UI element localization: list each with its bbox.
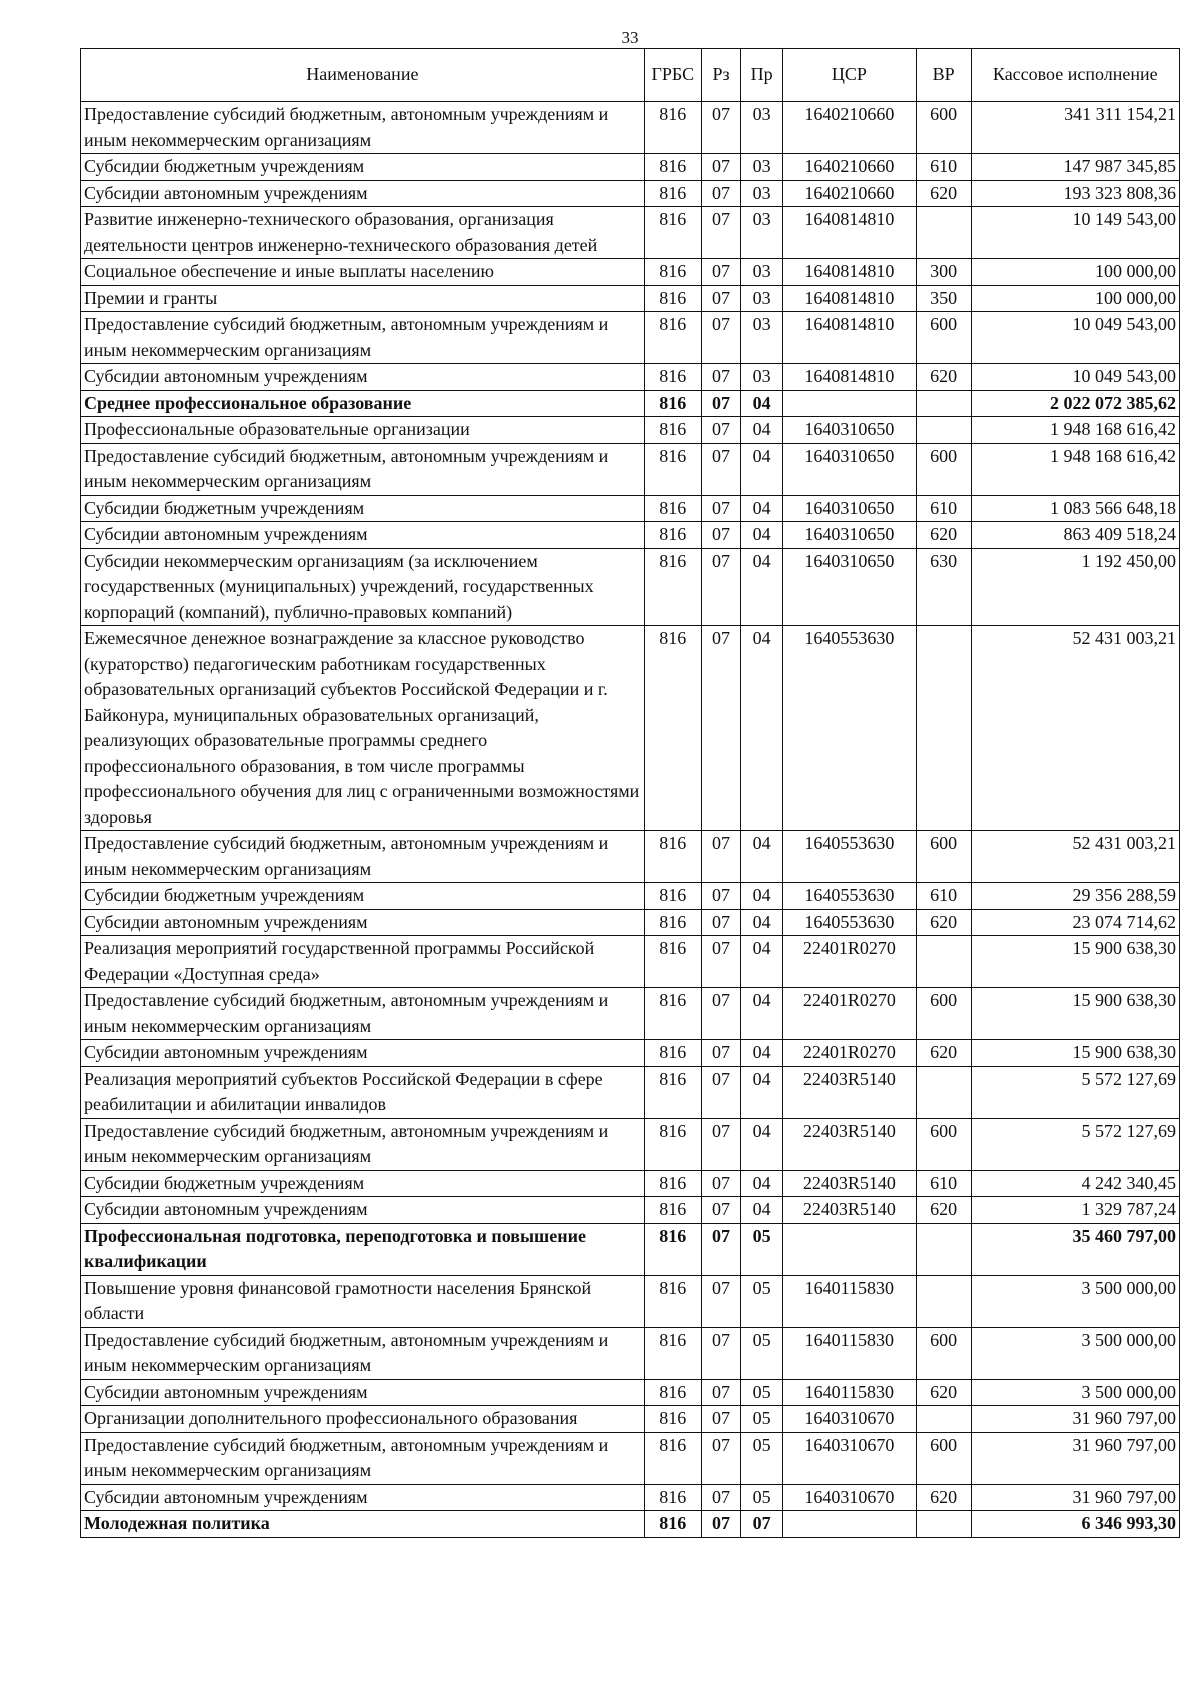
cell-name: Субсидии автономным учреждениям xyxy=(81,364,645,391)
cell-amount: 31 960 797,00 xyxy=(971,1484,1179,1511)
cell-csr: 1640814810 xyxy=(782,285,916,312)
cell-name: Предоставление субсидий бюджетным, автономным учреждениям и иным некоммерческим организациям xyxy=(81,443,645,495)
cell-name: Профессиональная подготовка, переподготовка и повышение квалификации xyxy=(81,1223,645,1275)
cell-pr: 03 xyxy=(741,259,783,286)
cell-grbs: 816 xyxy=(644,1197,701,1224)
cell-pr: 03 xyxy=(741,154,783,181)
cell-pr: 05 xyxy=(741,1406,783,1433)
cell-amount: 15 900 638,30 xyxy=(971,936,1179,988)
cell-pr: 04 xyxy=(741,522,783,549)
page-number: 33 xyxy=(621,28,639,47)
cell-name: Субсидии бюджетным учреждениям xyxy=(81,495,645,522)
cell-grbs: 816 xyxy=(644,259,701,286)
cell-rz: 07 xyxy=(701,364,740,391)
cell-amount: 6 346 993,30 xyxy=(971,1511,1179,1538)
cell-vr: 620 xyxy=(916,1379,971,1406)
cell-name: Предоставление субсидий бюджетным, автономным учреждениям и иным некоммерческим организациям xyxy=(81,1118,645,1170)
cell-grbs: 816 xyxy=(644,1275,701,1327)
cell-pr: 05 xyxy=(741,1379,783,1406)
budget-execution-table xyxy=(80,48,1180,1538)
cell-name: Субсидии автономным учреждениям xyxy=(81,909,645,936)
cell-csr xyxy=(782,1223,916,1275)
header-csr: ЦСР xyxy=(782,49,916,102)
cell-amount: 4 242 340,45 xyxy=(971,1170,1179,1197)
cell-grbs: 816 xyxy=(644,417,701,444)
cell-name: Субсидии автономным учреждениям xyxy=(81,1197,645,1224)
cell-grbs: 816 xyxy=(644,883,701,910)
cell-rz: 07 xyxy=(701,154,740,181)
cell-grbs: 816 xyxy=(644,285,701,312)
section-row xyxy=(81,390,1180,417)
cell-grbs: 816 xyxy=(644,180,701,207)
section-row xyxy=(81,1511,1180,1538)
cell-amount: 29 356 288,59 xyxy=(971,883,1179,910)
cell-csr: 1640210660 xyxy=(782,154,916,181)
cell-grbs: 816 xyxy=(644,102,701,154)
cell-vr: 600 xyxy=(916,1118,971,1170)
table-row xyxy=(81,443,1180,495)
cell-pr: 05 xyxy=(741,1275,783,1327)
cell-csr: 1640310670 xyxy=(782,1406,916,1433)
cell-amount: 35 460 797,00 xyxy=(971,1223,1179,1275)
table-row xyxy=(81,883,1180,910)
cell-vr: 620 xyxy=(916,364,971,391)
cell-amount: 3 500 000,00 xyxy=(971,1275,1179,1327)
cell-amount: 2 022 072 385,62 xyxy=(971,390,1179,417)
cell-pr: 04 xyxy=(741,443,783,495)
cell-vr: 600 xyxy=(916,988,971,1040)
table-row xyxy=(81,831,1180,883)
cell-vr: 300 xyxy=(916,259,971,286)
cell-pr: 04 xyxy=(741,909,783,936)
cell-grbs: 816 xyxy=(644,390,701,417)
cell-csr: 1640310650 xyxy=(782,495,916,522)
cell-pr: 07 xyxy=(741,1511,783,1538)
cell-amount: 5 572 127,69 xyxy=(971,1066,1179,1118)
cell-rz: 07 xyxy=(701,909,740,936)
cell-pr: 03 xyxy=(741,285,783,312)
cell-rz: 07 xyxy=(701,1170,740,1197)
cell-rz: 07 xyxy=(701,259,740,286)
cell-vr: 350 xyxy=(916,285,971,312)
cell-grbs: 816 xyxy=(644,1432,701,1484)
cell-csr: 1640553630 xyxy=(782,831,916,883)
cell-vr xyxy=(916,417,971,444)
cell-amount: 15 900 638,30 xyxy=(971,988,1179,1040)
cell-pr: 03 xyxy=(741,207,783,259)
cell-vr: 620 xyxy=(916,1197,971,1224)
cell-vr: 610 xyxy=(916,883,971,910)
table-row xyxy=(81,1406,1180,1433)
cell-vr: 600 xyxy=(916,312,971,364)
cell-name: Субсидии автономным учреждениям xyxy=(81,522,645,549)
cell-grbs: 816 xyxy=(644,522,701,549)
cell-amount: 31 960 797,00 xyxy=(971,1406,1179,1433)
cell-csr xyxy=(782,390,916,417)
cell-csr: 1640310650 xyxy=(782,522,916,549)
cell-grbs: 816 xyxy=(644,1379,701,1406)
cell-grbs: 816 xyxy=(644,443,701,495)
cell-grbs: 816 xyxy=(644,1223,701,1275)
cell-vr: 610 xyxy=(916,1170,971,1197)
cell-name: Предоставление субсидий бюджетным, автономным учреждениям и иным некоммерческим организациям xyxy=(81,831,645,883)
cell-grbs: 816 xyxy=(644,909,701,936)
cell-grbs: 816 xyxy=(644,1040,701,1067)
cell-amount: 1 948 168 616,42 xyxy=(971,443,1179,495)
cell-rz: 07 xyxy=(701,443,740,495)
cell-pr: 04 xyxy=(741,1040,783,1067)
cell-vr: 620 xyxy=(916,909,971,936)
cell-rz: 07 xyxy=(701,417,740,444)
cell-amount: 863 409 518,24 xyxy=(971,522,1179,549)
table-row xyxy=(81,102,1180,154)
cell-csr: 1640814810 xyxy=(782,364,916,391)
cell-name: Профессиональные образовательные организации xyxy=(81,417,645,444)
cell-name: Субсидии автономным учреждениям xyxy=(81,1040,645,1067)
table-row xyxy=(81,154,1180,181)
cell-grbs: 816 xyxy=(644,1511,701,1538)
cell-vr: 610 xyxy=(916,154,971,181)
table-row xyxy=(81,259,1180,286)
cell-amount: 193 323 808,36 xyxy=(971,180,1179,207)
cell-rz: 07 xyxy=(701,988,740,1040)
cell-vr xyxy=(916,1406,971,1433)
table-row xyxy=(81,285,1180,312)
cell-pr: 04 xyxy=(741,626,783,831)
cell-rz: 07 xyxy=(701,522,740,549)
table-row xyxy=(81,1327,1180,1379)
cell-vr xyxy=(916,207,971,259)
cell-pr: 03 xyxy=(741,364,783,391)
cell-pr: 05 xyxy=(741,1484,783,1511)
cell-pr: 04 xyxy=(741,883,783,910)
cell-pr: 04 xyxy=(741,390,783,417)
table-row xyxy=(81,364,1180,391)
cell-csr: 1640115830 xyxy=(782,1327,916,1379)
table-row xyxy=(81,626,1180,831)
cell-vr: 620 xyxy=(916,1484,971,1511)
cell-name: Среднее профессиональное образование xyxy=(81,390,645,417)
table-row xyxy=(81,988,1180,1040)
table-row xyxy=(81,312,1180,364)
cell-amount: 3 500 000,00 xyxy=(971,1327,1179,1379)
cell-name: Ежемесячное денежное вознаграждение за классное руководство (кураторство) педагогическим работникам государственных образовательных организаций субъектов Российской Федерации и г. Байконура, муниципальных образовательных организаций, реализующих образовательные программы среднего профессионального образования, в том числе программы профессионального обучения для лиц с ограниченными возможностями здоровья xyxy=(81,626,645,831)
cell-amount: 10 149 543,00 xyxy=(971,207,1179,259)
cell-csr: 22401R0270 xyxy=(782,988,916,1040)
cell-csr: 1640210660 xyxy=(782,180,916,207)
cell-vr: 600 xyxy=(916,1432,971,1484)
cell-amount: 5 572 127,69 xyxy=(971,1118,1179,1170)
cell-name: Молодежная политика xyxy=(81,1511,645,1538)
cell-name: Субсидии некоммерческим организациям (за исключением государственных (муниципальных) учреждений, государственных корпораций (компаний), публично-правовых компаний) xyxy=(81,548,645,626)
cell-pr: 04 xyxy=(741,417,783,444)
cell-name: Субсидии автономным учреждениям xyxy=(81,1379,645,1406)
table-row xyxy=(81,548,1180,626)
cell-csr: 22403R5140 xyxy=(782,1118,916,1170)
cell-rz: 07 xyxy=(701,1040,740,1067)
cell-rz: 07 xyxy=(701,1118,740,1170)
cell-amount: 10 049 543,00 xyxy=(971,364,1179,391)
cell-csr: 22403R5140 xyxy=(782,1197,916,1224)
cell-grbs: 816 xyxy=(644,495,701,522)
cell-pr: 04 xyxy=(741,936,783,988)
cell-pr: 04 xyxy=(741,1118,783,1170)
cell-rz: 07 xyxy=(701,1432,740,1484)
cell-name: Предоставление субсидий бюджетным, автономным учреждениям и иным некоммерческим организациям xyxy=(81,988,645,1040)
cell-name: Субсидии бюджетным учреждениям xyxy=(81,154,645,181)
table-row xyxy=(81,936,1180,988)
cell-csr: 1640814810 xyxy=(782,312,916,364)
cell-grbs: 816 xyxy=(644,312,701,364)
cell-pr: 03 xyxy=(741,312,783,364)
table-row xyxy=(81,522,1180,549)
cell-pr: 04 xyxy=(741,1170,783,1197)
cell-pr: 04 xyxy=(741,831,783,883)
cell-csr: 1640115830 xyxy=(782,1275,916,1327)
cell-name: Субсидии бюджетным учреждениям xyxy=(81,883,645,910)
cell-rz: 07 xyxy=(701,1066,740,1118)
table-body xyxy=(81,102,1180,1538)
cell-grbs: 816 xyxy=(644,1484,701,1511)
cell-rz: 07 xyxy=(701,626,740,831)
cell-vr xyxy=(916,936,971,988)
cell-pr: 05 xyxy=(741,1327,783,1379)
cell-csr: 1640814810 xyxy=(782,207,916,259)
cell-amount: 1 192 450,00 xyxy=(971,548,1179,626)
cell-pr: 04 xyxy=(741,1066,783,1118)
cell-amount: 1 948 168 616,42 xyxy=(971,417,1179,444)
cell-grbs: 816 xyxy=(644,626,701,831)
cell-vr: 600 xyxy=(916,831,971,883)
cell-name: Субсидии бюджетным учреждениям xyxy=(81,1170,645,1197)
cell-name: Организации дополнительного профессионального образования xyxy=(81,1406,645,1433)
table-header xyxy=(81,49,1180,102)
cell-csr: 1640814810 xyxy=(782,259,916,286)
table-row xyxy=(81,180,1180,207)
cell-csr: 1640310670 xyxy=(782,1484,916,1511)
cell-rz: 07 xyxy=(701,390,740,417)
table-row xyxy=(81,1484,1180,1511)
cell-csr: 1640553630 xyxy=(782,626,916,831)
cell-vr xyxy=(916,1066,971,1118)
cell-pr: 04 xyxy=(741,495,783,522)
cell-vr xyxy=(916,1511,971,1538)
cell-rz: 07 xyxy=(701,548,740,626)
cell-rz: 07 xyxy=(701,883,740,910)
cell-rz: 07 xyxy=(701,1197,740,1224)
cell-amount: 1 083 566 648,18 xyxy=(971,495,1179,522)
cell-csr xyxy=(782,1511,916,1538)
cell-vr: 600 xyxy=(916,102,971,154)
cell-csr: 22403R5140 xyxy=(782,1170,916,1197)
cell-rz: 07 xyxy=(701,831,740,883)
cell-rz: 07 xyxy=(701,1379,740,1406)
cell-rz: 07 xyxy=(701,495,740,522)
cell-grbs: 816 xyxy=(644,1170,701,1197)
cell-grbs: 816 xyxy=(644,831,701,883)
cell-pr: 04 xyxy=(741,988,783,1040)
cell-name: Реализация мероприятий государственной программы Российской Федерации «Доступная среда» xyxy=(81,936,645,988)
header-vr: ВР xyxy=(916,49,971,102)
cell-pr: 04 xyxy=(741,548,783,626)
table-row xyxy=(81,1066,1180,1118)
cell-rz: 07 xyxy=(701,207,740,259)
cell-rz: 07 xyxy=(701,1511,740,1538)
table-row xyxy=(81,1275,1180,1327)
cell-rz: 07 xyxy=(701,1484,740,1511)
cell-amount: 31 960 797,00 xyxy=(971,1432,1179,1484)
cell-pr: 05 xyxy=(741,1223,783,1275)
cell-rz: 07 xyxy=(701,1406,740,1433)
cell-rz: 07 xyxy=(701,1223,740,1275)
header-rz: Рз xyxy=(701,49,740,102)
cell-csr: 22401R0270 xyxy=(782,1040,916,1067)
cell-rz: 07 xyxy=(701,936,740,988)
cell-rz: 07 xyxy=(701,1275,740,1327)
cell-csr: 1640310650 xyxy=(782,417,916,444)
header-name: Наименование xyxy=(81,49,645,102)
cell-vr: 630 xyxy=(916,548,971,626)
cell-vr xyxy=(916,1223,971,1275)
cell-name: Социальное обеспечение и иные выплаты населению xyxy=(81,259,645,286)
cell-amount: 52 431 003,21 xyxy=(971,626,1179,831)
cell-rz: 07 xyxy=(701,312,740,364)
cell-amount: 147 987 345,85 xyxy=(971,154,1179,181)
cell-pr: 03 xyxy=(741,180,783,207)
cell-amount: 100 000,00 xyxy=(971,259,1179,286)
cell-rz: 07 xyxy=(701,1327,740,1379)
table-row xyxy=(81,1432,1180,1484)
cell-vr xyxy=(916,1275,971,1327)
cell-amount: 3 500 000,00 xyxy=(971,1379,1179,1406)
cell-name: Субсидии автономным учреждениям xyxy=(81,1484,645,1511)
header-grbs: ГРБС xyxy=(644,49,701,102)
cell-name: Предоставление субсидий бюджетным, автономным учреждениям и иным некоммерческим организациям xyxy=(81,102,645,154)
cell-vr: 600 xyxy=(916,443,971,495)
table-row xyxy=(81,1197,1180,1224)
cell-grbs: 816 xyxy=(644,207,701,259)
cell-csr: 1640310670 xyxy=(782,1432,916,1484)
cell-amount: 52 431 003,21 xyxy=(971,831,1179,883)
header-amount: Кассовое исполнение xyxy=(971,49,1179,102)
cell-name: Предоставление субсидий бюджетным, автономным учреждениям и иным некоммерческим организациям xyxy=(81,1327,645,1379)
cell-amount: 23 074 714,62 xyxy=(971,909,1179,936)
cell-vr: 610 xyxy=(916,495,971,522)
cell-amount: 341 311 154,21 xyxy=(971,102,1179,154)
cell-name: Предоставление субсидий бюджетным, автономным учреждениям и иным некоммерческим организациям xyxy=(81,1432,645,1484)
cell-csr: 1640553630 xyxy=(782,883,916,910)
header-pr: Пр xyxy=(741,49,783,102)
cell-name: Реализация мероприятий субъектов Российской Федерации в сфере реабилитации и абилитации инвалидов xyxy=(81,1066,645,1118)
cell-grbs: 816 xyxy=(644,154,701,181)
cell-rz: 07 xyxy=(701,102,740,154)
cell-amount: 15 900 638,30 xyxy=(971,1040,1179,1067)
cell-name: Предоставление субсидий бюджетным, автономным учреждениям и иным некоммерческим организациям xyxy=(81,312,645,364)
cell-vr: 620 xyxy=(916,180,971,207)
cell-grbs: 816 xyxy=(644,548,701,626)
section-row xyxy=(81,1223,1180,1275)
cell-amount: 1 329 787,24 xyxy=(971,1197,1179,1224)
cell-grbs: 816 xyxy=(644,364,701,391)
table-row xyxy=(81,495,1180,522)
cell-csr: 1640310650 xyxy=(782,548,916,626)
cell-grbs: 816 xyxy=(644,1406,701,1433)
cell-csr: 1640210660 xyxy=(782,102,916,154)
table-row xyxy=(81,1170,1180,1197)
cell-pr: 05 xyxy=(741,1432,783,1484)
cell-rz: 07 xyxy=(701,180,740,207)
cell-csr: 1640553630 xyxy=(782,909,916,936)
cell-vr xyxy=(916,626,971,831)
cell-grbs: 816 xyxy=(644,1118,701,1170)
cell-amount: 100 000,00 xyxy=(971,285,1179,312)
cell-grbs: 816 xyxy=(644,1066,701,1118)
cell-grbs: 816 xyxy=(644,936,701,988)
cell-vr: 600 xyxy=(916,1327,971,1379)
cell-csr: 1640115830 xyxy=(782,1379,916,1406)
cell-vr: 620 xyxy=(916,1040,971,1067)
cell-vr: 620 xyxy=(916,522,971,549)
header-row xyxy=(81,49,1180,102)
cell-csr: 22403R5140 xyxy=(782,1066,916,1118)
cell-grbs: 816 xyxy=(644,988,701,1040)
table-row xyxy=(81,417,1180,444)
cell-csr: 1640310650 xyxy=(782,443,916,495)
cell-name: Субсидии автономным учреждениям xyxy=(81,180,645,207)
cell-name: Развитие инженерно-технического образования, организация деятельности центров инженерно-технического образования детей xyxy=(81,207,645,259)
table-row xyxy=(81,207,1180,259)
cell-csr: 22401R0270 xyxy=(782,936,916,988)
cell-name: Премии и гранты xyxy=(81,285,645,312)
cell-pr: 03 xyxy=(741,102,783,154)
table-row xyxy=(81,909,1180,936)
cell-grbs: 816 xyxy=(644,1327,701,1379)
cell-rz: 07 xyxy=(701,285,740,312)
table-row xyxy=(81,1040,1180,1067)
cell-pr: 04 xyxy=(741,1197,783,1224)
table-row xyxy=(81,1118,1180,1170)
cell-amount: 10 049 543,00 xyxy=(971,312,1179,364)
table-row xyxy=(81,1379,1180,1406)
cell-name: Повышение уровня финансовой грамотности населения Брянской области xyxy=(81,1275,645,1327)
cell-vr xyxy=(916,390,971,417)
